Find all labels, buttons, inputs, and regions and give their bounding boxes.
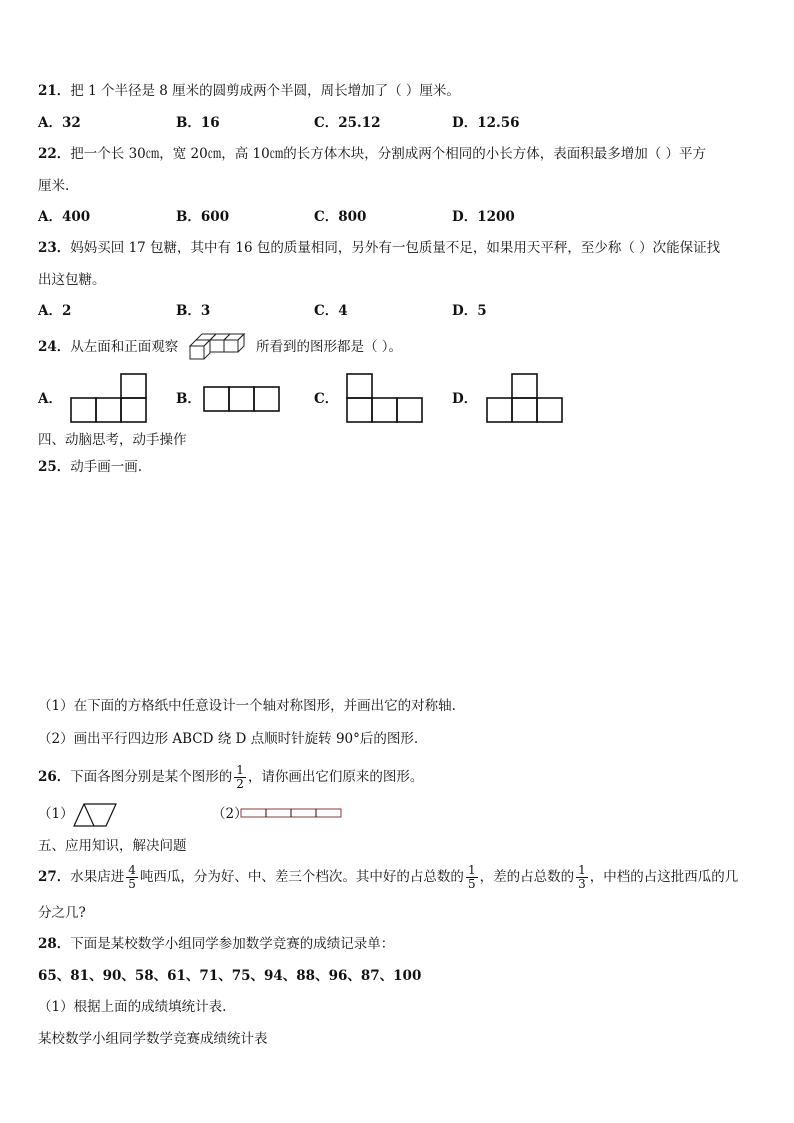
- q28-table-title: 某校数学小组同学数学竞赛成绩统计表: [38, 1031, 268, 1047]
- q26-fraction-den: 2: [236, 777, 244, 791]
- q23-option-a[interactable]: A．2: [38, 303, 72, 319]
- q24-option-d[interactable]: D．: [452, 391, 478, 407]
- q24-option-d-shape: [486, 372, 566, 424]
- q27-fraction-1-num: 4: [128, 863, 136, 877]
- q26-text-before: 下面各图分别是某个图形的: [70, 769, 233, 785]
- q22-number: 22．: [38, 146, 71, 162]
- q26-strip-shape: [240, 807, 344, 819]
- q27-fraction-3-num: 1: [578, 863, 586, 877]
- q24-option-a[interactable]: A．: [38, 391, 62, 407]
- q24-option-b-shape: [202, 385, 282, 415]
- q23-option-c[interactable]: C．4: [314, 303, 348, 319]
- q21-option-c[interactable]: C．25.12: [314, 115, 381, 131]
- section-5-title: 五、应用知识，解决问题: [38, 838, 187, 854]
- q22-option-d[interactable]: D．1200: [452, 209, 515, 225]
- q25-text: 动手画一画.: [70, 459, 143, 475]
- q25-sub1: （1）在下面的方格纸中任意设计一个轴对称图形，并画出它的对称轴.: [38, 698, 456, 714]
- q27-fraction-2: [466, 864, 478, 891]
- q24-option-b[interactable]: B．: [176, 391, 201, 407]
- q22-option-b[interactable]: B．600: [176, 209, 230, 225]
- q27-text-2: 吨西瓜，分为好、中、差三个档次。其中好的占总数的: [139, 869, 464, 885]
- q27-text-1: 水果店进: [70, 869, 125, 885]
- q21-stem: [38, 82, 460, 100]
- q27-fraction-3: [576, 864, 588, 891]
- q25-number: 25．: [38, 459, 71, 475]
- q22-option-a[interactable]: A．400: [38, 209, 91, 225]
- q22-stem: [38, 145, 706, 163]
- q26-text-after: ，请你画出它们原来的图形。: [247, 769, 424, 785]
- q23-text: 妈妈买回 17 包糖，其中有 16 包的质量相同，另外有一包质量不足，如果用天平秤，至少称（ ）次能保证找: [70, 240, 721, 256]
- q26-stem: [38, 764, 423, 791]
- q27-text-3: ，差的占总数的: [479, 869, 575, 885]
- q24-text-before: 从左面和正面观察: [70, 339, 179, 355]
- q26-parallelogram-shape: [72, 802, 120, 828]
- q24-text-after: 所看到的图形都是（ ）。: [256, 339, 403, 355]
- q21-text: 把 1 个半径是 8 厘米的圆剪成两个半圆，周长增加了（ ）厘米。: [70, 83, 460, 99]
- q24-option-a-shape: [70, 372, 150, 424]
- q27-fraction-3-den: 3: [578, 877, 586, 891]
- q27-fraction-2-num: 1: [467, 863, 476, 877]
- q28-stem: [38, 935, 394, 953]
- q28-text: 下面是某校数学小组同学参加数学竞赛的成绩记录单：: [70, 936, 395, 952]
- q27-number: 27．: [38, 869, 71, 885]
- q23-option-b[interactable]: B．3: [176, 303, 211, 319]
- q26-fraction-num: 1: [236, 763, 244, 777]
- q25-stem: [38, 458, 142, 476]
- q26-number: 26．: [38, 769, 71, 785]
- q25-sub2: （2）画出平行四边形 ABCD 绕 D 点顺时针旋转 90°后的图形.: [38, 731, 419, 747]
- q22-stem-line2: 厘米.: [38, 178, 70, 194]
- q26-fraction: [234, 764, 246, 791]
- q28-scores: 65、81、90、58、61、71、75、94、88、96、87、100: [38, 968, 422, 984]
- q27-fraction-2-den: 5: [467, 877, 476, 891]
- q23-stem-line2: 出这包糖。: [38, 272, 106, 288]
- q24-option-c[interactable]: C．: [314, 391, 339, 407]
- q27-text-4: ，中档的占这批西瓜的几: [589, 869, 739, 885]
- q28-number: 28．: [38, 936, 71, 952]
- q26-label-2: （2）: [212, 806, 248, 822]
- q23-number: 23．: [38, 240, 71, 256]
- q22-option-c[interactable]: C．800: [314, 209, 367, 225]
- q24-number: 24．: [38, 339, 71, 355]
- q21-option-b[interactable]: B．16: [176, 115, 220, 131]
- q21-option-d[interactable]: D．12.56: [452, 115, 520, 131]
- section-4-title: 四、动脑思考，动手操作: [38, 432, 187, 448]
- q21-number: 21．: [38, 83, 71, 99]
- q22-text: 把一个长 30㎝，宽 20㎝，高 10㎝的长方体木块，分割成两个相同的小长方体，表面积最多增加（ ）平方: [70, 146, 706, 162]
- q26-label-1: （1）: [38, 806, 74, 822]
- cube-stack-figure: [188, 328, 252, 362]
- q23-option-d[interactable]: D．5: [452, 303, 487, 319]
- q21-option-a[interactable]: A．32: [38, 115, 81, 131]
- q24-option-c-shape: [345, 372, 425, 424]
- q27-fraction-1: [126, 864, 138, 891]
- q27-stem: [38, 864, 738, 891]
- q28-sub1: （1）根据上面的成绩填统计表.: [38, 999, 227, 1015]
- q24-stem-before: [38, 338, 178, 356]
- q23-stem: [38, 239, 720, 257]
- q27-stem-line2: 分之几?: [38, 905, 86, 921]
- q27-fraction-1-den: 5: [128, 877, 136, 891]
